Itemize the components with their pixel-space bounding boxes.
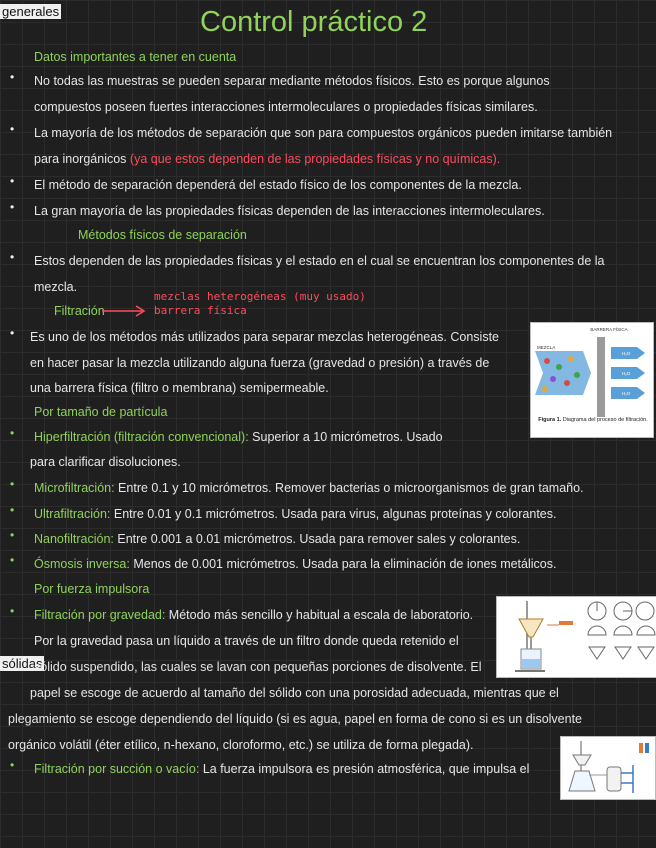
gravity-line6: orgánico volátil (éter etílico, n-hexano, cloroformo, etc.) se utiliza de forma plegada). xyxy=(8,738,474,752)
section-important-heading: Datos importantes a tener en cuenta xyxy=(34,50,237,64)
bullet-2-line2: para inorgánicos (ya que estos dependen de las propiedades físicas y no químicas). xyxy=(34,152,501,166)
corner-label-mid: sólidas xyxy=(2,656,43,671)
filtration-diagram-figure xyxy=(530,322,654,438)
bullet-marker: • xyxy=(10,122,15,136)
bullet-marker: • xyxy=(10,200,15,214)
gravity-filtration-image xyxy=(496,596,656,678)
bullet-marker: • xyxy=(10,528,15,542)
gravity-line4: papel se escoge de acuerdo al tamaño del sólido con una porosidad adecuada, mientras que el xyxy=(30,686,559,700)
bullet-3: El método de separación dependerá del estado físico de los componentes de la mezcla. xyxy=(34,178,522,192)
page-title: Control práctico 2 xyxy=(200,6,428,38)
bullet-marker: • xyxy=(10,604,15,618)
filtration-desc-line3: una barrera física (filtro o membrana) semipermeable. xyxy=(30,381,329,395)
bullet-4: La gran mayoría de las propiedades físicas dependen de las interacciones intermoleculares. xyxy=(34,204,545,218)
size-item-nanofiltration: Nanofiltración: Entre 0.001 a 0.01 micrómetros. Usada para remover sales y colorantes. xyxy=(34,532,521,546)
size-item-ultrafiltration: Ultrafiltración: Entre 0.01 y 0.1 micrómetros. Usada para virus, algunas proteínas y colorantes. xyxy=(34,507,557,521)
size-item-hyperfiltration-cont: para clarificar disoluciones. xyxy=(30,455,181,469)
physical-bullet-line2: mezcla. xyxy=(34,280,78,294)
bullet-marker: • xyxy=(10,70,15,84)
bullet-1-line2: compuestos poseen fuertes interacciones intermoleculares o propiedades físicas similares. xyxy=(34,100,538,114)
vacuum-filtration-image xyxy=(560,736,656,800)
bullet-marker: • xyxy=(10,553,15,567)
gravity-line3: sólido suspendido, las cuales se lavan con pequeñas porciones de disolvente. El xyxy=(34,660,482,674)
corner-label-top: generales xyxy=(2,4,60,19)
bullet-marker: • xyxy=(10,758,15,772)
figure-out-label: H₂O xyxy=(621,371,631,376)
filtration-desc-line2: en hacer pasar la mezcla utilizando alguna fuerza (gravedad o presión) a través de xyxy=(30,356,490,370)
arrow-right-icon xyxy=(100,304,150,318)
gravity-line2: Por la gravedad pasa un líquido a través de un filtro donde queda retenido el xyxy=(34,634,459,648)
bullet-1-line1: No todas las muestras se pueden separar mediante métodos físicos. Esto es porque algunos xyxy=(34,74,550,88)
bullet-marker: • xyxy=(10,174,15,188)
bullet-2-line1: La mayoría de los métodos de separación que son para compuestos orgánicos pueden imitarse también xyxy=(34,126,613,140)
bullet-marker: • xyxy=(10,326,15,340)
bullet-marker: • xyxy=(10,503,15,517)
bullet-marker: • xyxy=(10,477,15,491)
size-item-reverse-osmosis: Ósmosis inversa: Menos de 0.001 micrómetros. Usada para la eliminación de iones metálicos. xyxy=(34,557,557,571)
bullet-2-note: (ya que estos dependen de las propiedades físicas y no químicas). xyxy=(129,152,501,166)
filtration-note-1: mezclas heterogéneas (muy usado) xyxy=(154,290,366,303)
size-item-microfiltration: Microfiltración: Entre 0.1 y 10 micrómetros. Remover bacterias o microorganismos de gran tamaño. xyxy=(34,481,584,495)
figure-caption: Figura 1. Diagrama del proceso de filtración. xyxy=(538,417,648,423)
gravity-line1: Filtración por gravedad: Método más sencillo y habitual a escala de laboratorio. xyxy=(34,608,474,622)
size-item-hyperfiltration: Hiperfiltración (filtración convencional): Superior a 10 micrómetros. Usado xyxy=(34,430,443,444)
section-force-heading: Por fuerza impulsora xyxy=(34,582,150,596)
section-size-heading: Por tamaño de partícula xyxy=(34,405,168,419)
figure-out-label: H₂O xyxy=(621,351,631,356)
bullet-marker: • xyxy=(10,426,15,440)
bullet-marker: • xyxy=(10,250,15,264)
gravity-line5: plegamiento se escoge dependiendo del líquido (si es agua, papel en forma de cono si es un disolvente xyxy=(8,712,583,726)
figure-out-label: H₂O xyxy=(621,391,631,396)
section-physical-heading: Métodos físicos de separación xyxy=(78,228,247,242)
filtration-label: Filtración xyxy=(54,304,105,318)
filtration-note-2: barrera física xyxy=(154,304,247,317)
vacuum-line1: Filtración por succión o vacío: La fuerza impulsora es presión atmosférica, que impulsa el xyxy=(34,762,530,776)
figure-header: BARRERA FÍSICA xyxy=(590,327,628,332)
figure-mix-label: MEZCLA xyxy=(537,345,556,350)
physical-bullet-line1: Estos dependen de las propiedades físicas y el estado en el cual se encuentran los componentes de la xyxy=(34,254,605,268)
filtration-desc-line1: Es uno de los métodos más utilizados para separar mezclas heterogéneas. Consiste xyxy=(30,330,500,344)
